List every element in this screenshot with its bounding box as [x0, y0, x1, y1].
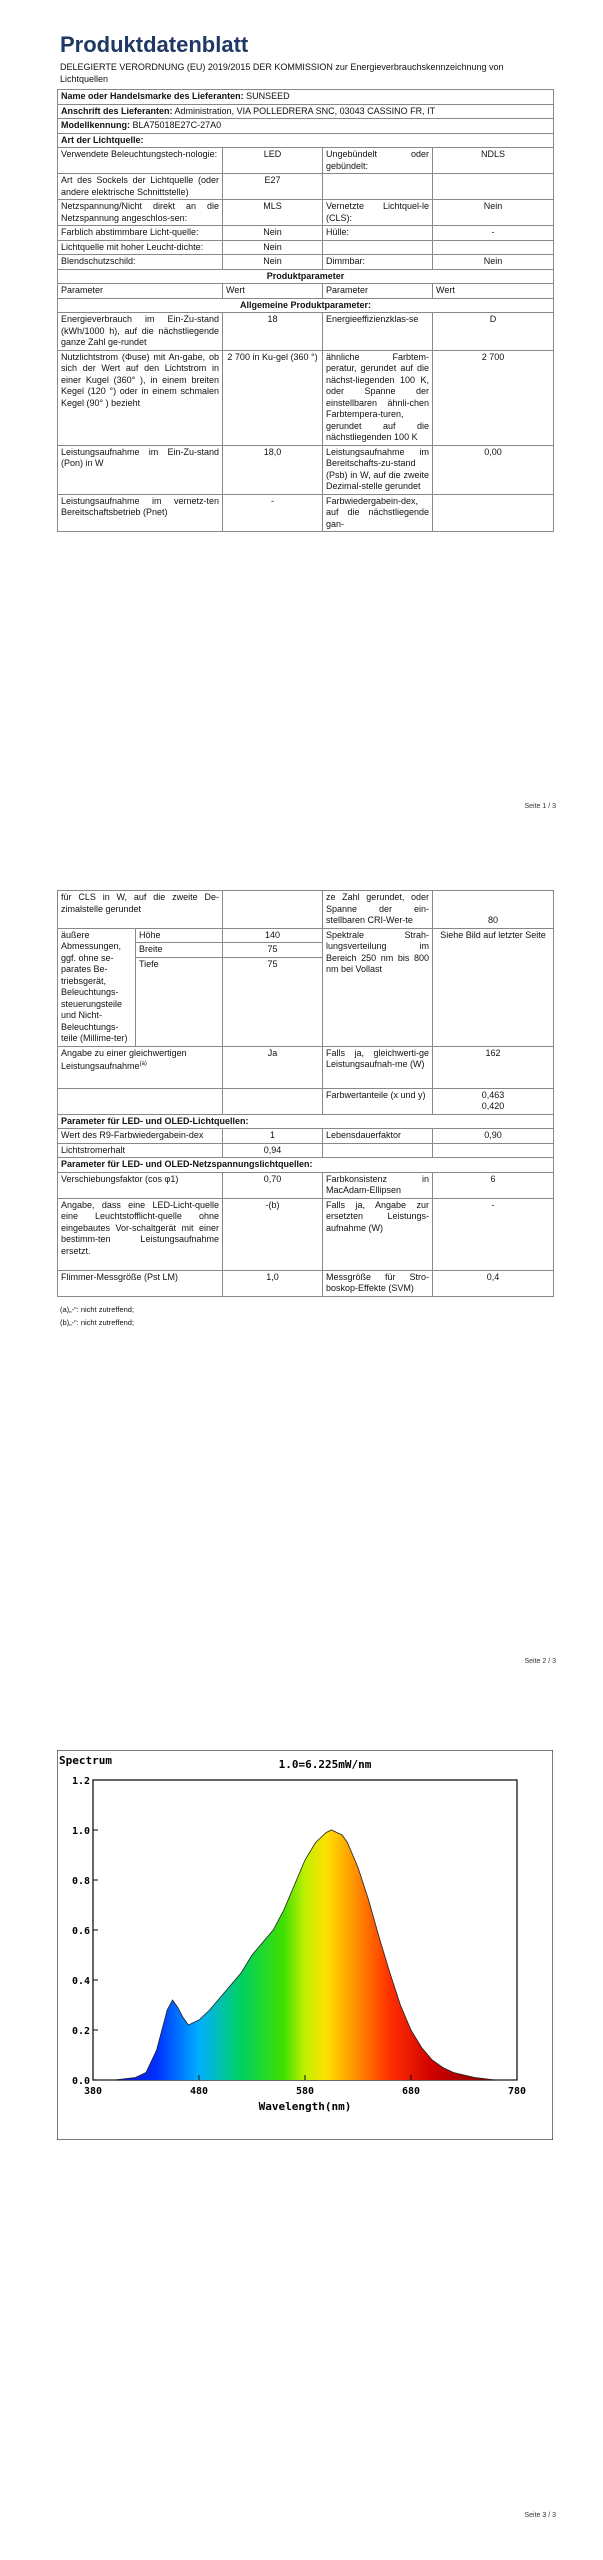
- param-value-2: 0,00: [433, 445, 554, 494]
- param-value-2: -: [433, 226, 554, 241]
- y-tick-label: 1.0: [71, 1826, 90, 1837]
- col-header-parameter-2: Parameter: [323, 284, 433, 299]
- param-value: 2 700 in Ku-gel (360 °): [223, 350, 323, 445]
- page-number-1: Seite 1 / 3: [524, 803, 556, 810]
- footnote-b: (b)„-“: nicht zutreffend;: [60, 1317, 135, 1327]
- col-header-wert-2: Wert: [433, 284, 554, 299]
- equiv-power-value: Ja: [223, 1046, 323, 1088]
- y-tick-label: 0.0: [71, 2076, 90, 2087]
- col-header-wert: Wert: [223, 284, 323, 299]
- param-value-2: [433, 494, 554, 532]
- cri-value: 80: [433, 891, 554, 929]
- page-1: [57, 32, 553, 532]
- param-value-2: NDLS: [433, 148, 554, 174]
- dimensions-label: äußere Abmessungen, ggf. ohne se-parates Be-triebsgerät, Beleuchtungs-steuerungsteile und Nicht-Beleuchtungs-teile (Millime-ter): [58, 928, 136, 1046]
- param-label: Nutzlichtstrom (Φuse) mit An-gabe, ob sich der Wert auf den Lichtstrom in einer Kugel (360° ), in einem breiten Kegel (120 °) oder in einem schmalen Kegel (90° ) bezieht: [58, 350, 223, 445]
- macadam-value: 6: [433, 1172, 554, 1198]
- empty-cell: [223, 1088, 323, 1114]
- empty-cell: [433, 1143, 554, 1158]
- dim-depth-value: 75: [267, 958, 278, 969]
- param-value-2: [433, 174, 554, 200]
- table-row: [58, 226, 554, 241]
- x-tick-label: 680: [401, 2086, 421, 2097]
- param-label-2: ähnliche Farbtem-peratur, gerundet auf die nächst-liegenden 100 K, oder Spanne der einstellbaren ähnli-chen Farbtempera-turen, gerundet auf die nächstliegenden 100 K: [323, 350, 433, 445]
- model-label: Modellkennung:: [61, 120, 130, 130]
- param-label-2: Dimmbar:: [323, 255, 433, 270]
- life-factor-value: 0,90: [433, 1129, 554, 1144]
- param-label-2: [323, 240, 433, 255]
- stroboscopic-value: 0,4: [433, 1270, 554, 1296]
- dim-width-label: Breite: [136, 943, 222, 958]
- param-label-2: Ungebündelt oder gebündelt:: [323, 148, 433, 174]
- param-value: LED: [223, 148, 323, 174]
- dim-depth-label: Tiefe: [139, 958, 159, 969]
- page-2: [57, 890, 553, 1329]
- info-table: [57, 89, 554, 532]
- equiv-power-w-label: Falls ja, gleichwerti-ge Leistungsaufnah-me (W): [323, 1046, 433, 1088]
- param-value: Nein: [223, 240, 323, 255]
- section-led: Parameter für LED- und OLED-Lichtquellen:: [58, 1114, 554, 1129]
- param-label: Leistungsaufnahme im vernetz-ten Bereitschaftsbetrieb (Pnet): [58, 494, 223, 532]
- param-value: 18: [223, 313, 323, 351]
- table-row: [58, 174, 554, 200]
- chromaticity-y: 0,420: [481, 1101, 505, 1111]
- r9-value: 1: [223, 1129, 323, 1144]
- param-label: Leistungsaufnahme im Ein-Zu-stand (Pon) in W: [58, 445, 223, 494]
- equiv-power-label: Angabe zu einer gleichwertigen Leistungsaufnahme: [61, 1047, 187, 1071]
- dimension-names: [136, 928, 223, 1046]
- x-tick-label: 580: [295, 2086, 315, 2097]
- param-label-2: [323, 174, 433, 200]
- address-row: [58, 104, 554, 119]
- param-value-2: 2 700: [433, 350, 554, 445]
- spectrum-svg: [57, 1750, 553, 2140]
- x-tick-label: 780: [507, 2086, 527, 2097]
- table-row: [58, 255, 554, 270]
- table-row: [58, 240, 554, 255]
- cos-phi-label: Verschiebungsfaktor (cos φ1): [58, 1172, 223, 1198]
- equiv-power-w-value: 162: [433, 1046, 554, 1088]
- x-tick-label: 380: [83, 2086, 103, 2097]
- equiv-power-cell: [58, 1046, 223, 1088]
- y-tick-label: 0.6: [71, 1926, 90, 1937]
- flicker-value: 1,0: [223, 1270, 323, 1296]
- macadam-label: Farbkonsistenz in MacAdam-Ellipsen: [323, 1172, 433, 1198]
- type-label: Art der Lichtquelle:: [58, 133, 554, 148]
- spd-value: Siehe Bild auf letzter Seite: [433, 928, 554, 1046]
- param-value: Nein: [223, 255, 323, 270]
- param-label: Lichtquelle mit hoher Leucht-dichte:: [58, 240, 223, 255]
- r9-label: Wert des R9-Farbwiedergabein-dex: [58, 1129, 223, 1144]
- dim-width-value: 75: [223, 943, 322, 958]
- y-tick-label: 0.2: [71, 2026, 90, 2037]
- empty-cell: [58, 1088, 223, 1114]
- param-label: Energieverbrauch im Ein-Zu-stand (kWh/1000 h), auf die nächstliegende ganze Zahl ge-rundet: [58, 313, 223, 351]
- chart-annotation: 1.0=6.225mW/nm: [278, 1758, 372, 1771]
- empty-cell: [323, 1143, 433, 1158]
- model-value: BLA75018E27C-27A0: [132, 120, 222, 130]
- stroboscopic-label: Messgröße für Stro-boskop-Effekte (SVM): [323, 1270, 433, 1296]
- supplier-row: [58, 90, 554, 105]
- param-label-2: Vernetzte Lichtquel-le (CLS):: [323, 200, 433, 226]
- dimension-values: [223, 928, 323, 1046]
- section-mains: Parameter für LED- und OLED-Netzspannungslichtquellen:: [58, 1158, 554, 1173]
- footnote-a: (a)„-“: nicht zutreffend;: [60, 1304, 135, 1314]
- table-row: [58, 350, 554, 445]
- param-label-2: Leistungsaufnahme im Bereitschafts-zu-stand (Psb) in W, auf die zweite Dezimal-stelle gerundet: [323, 445, 433, 494]
- param-label: Art des Sockels der Lichtquelle (oder andere elektrische Schnittstelle): [58, 174, 223, 200]
- param-value-2: Nein: [433, 200, 554, 226]
- param-value: Nein: [223, 226, 323, 241]
- chromaticity-values: [433, 1088, 554, 1114]
- model-row: [58, 119, 554, 134]
- dim-height-value: 140: [223, 929, 322, 944]
- replace-power-label: Falls ja, Angabe zur ersetzten Leistungs-aufnahme (W): [323, 1198, 433, 1270]
- col-header-parameter: Parameter: [58, 284, 223, 299]
- param-label: Farblich abstimmbare Licht-quelle:: [58, 226, 223, 241]
- param-value-2: [433, 240, 554, 255]
- address-label: Anschrift des Lieferanten:: [61, 105, 173, 116]
- param-label: Verwendete Beleuchtungstech-nologie:: [58, 148, 223, 174]
- chromaticity-x: 0,463: [481, 1089, 505, 1100]
- doc-title: Produktdatenblatt: [60, 32, 249, 57]
- replace-value: -(b): [223, 1198, 323, 1270]
- table-row: [58, 313, 554, 351]
- cri-label: ze Zahl gerundet, oder Spanne der ein-stellbaren CRI-Wer-te: [323, 891, 433, 929]
- page-number-2: Seite 2 / 3: [524, 1658, 556, 1665]
- empty-cell: [223, 891, 323, 929]
- replace-power-value: -: [433, 1198, 554, 1270]
- spectrum-chart: [57, 1750, 553, 2140]
- param-value: -: [223, 494, 323, 532]
- x-tick-label: 480: [189, 2086, 209, 2097]
- chart-title: Spectrum: [59, 1754, 112, 1767]
- table-row: [58, 445, 554, 494]
- param-label-2: Hülle:: [323, 226, 433, 241]
- supplier-label: Name oder Handelsmarke des Lieferanten:: [61, 91, 244, 101]
- y-tick-label: 1.2: [71, 1776, 90, 1787]
- table-row: [58, 494, 554, 532]
- param-value: 18,0: [223, 445, 323, 494]
- table-row: [58, 148, 554, 174]
- y-tick-label: 0.8: [71, 1876, 90, 1887]
- supplier-value: SUNSEED: [246, 91, 290, 101]
- lumen-maint-label: Lichtstromerhalt: [58, 1143, 223, 1158]
- table-row: [58, 200, 554, 226]
- equiv-power-sup: (a): [139, 1061, 147, 1067]
- x-axis-label: Wavelength(nm): [258, 2100, 352, 2113]
- replace-label: Angabe, dass eine LED-Licht-quelle eine Leuchtstofflicht-quelle ohne eingebautes Vor-schaltgerät mit einer bestimm-ten Leistungsaufnahme ersetzt.: [58, 1198, 223, 1270]
- param-label-2: Energieeffizienzklas-se: [323, 313, 433, 351]
- param-value-2: D: [433, 313, 554, 351]
- params-table-2: [57, 890, 554, 1297]
- param-value: MLS: [223, 200, 323, 226]
- lumen-maint-value: 0,94: [223, 1143, 323, 1158]
- flicker-label: Flimmer-Messgröße (Pst LM): [58, 1270, 223, 1296]
- param-value-2: Nein: [433, 255, 554, 270]
- spd-label: Spektrale Strah-lungsverteilung im Bereich 250 nm bis 800 nm bei Vollast: [323, 928, 433, 1046]
- param-label: Blendschutzschild:: [58, 255, 223, 270]
- dim-height-label: Höhe: [136, 929, 222, 944]
- life-factor-label: Lebensdauerfaktor: [323, 1129, 433, 1144]
- section-allgemeine: Allgemeine Produktparameter:: [58, 298, 554, 313]
- param-value: E27: [223, 174, 323, 200]
- page-number-3: Seite 3 / 3: [524, 2512, 556, 2519]
- param-label-2: Farbwiedergabein-dex, auf die nächstliegende gan-: [323, 494, 433, 532]
- y-tick-label: 0.4: [71, 1976, 90, 1987]
- section-produktparameter: Produktparameter: [58, 269, 554, 284]
- address-value: Administration, VIA POLLEDRERA SNC, 03043 CASSINO FR, IT: [174, 105, 436, 116]
- cls-standby-label: für CLS in W, auf die zweite De-zimalstelle gerundet: [58, 891, 223, 929]
- doc-subtitle: DELEGIERTE VERORDNUNG (EU) 2019/2015 DER KOMMISSION zur Energieverbrauchskennzeichnung von Lichtquellen: [60, 62, 504, 84]
- chromaticity-label: Farbwertanteile (x und y): [323, 1088, 433, 1114]
- cos-phi-value: 0,70: [223, 1172, 323, 1198]
- param-label: Netzspannung/Nicht direkt an die Netzspannung angeschlos-sen:: [58, 200, 223, 226]
